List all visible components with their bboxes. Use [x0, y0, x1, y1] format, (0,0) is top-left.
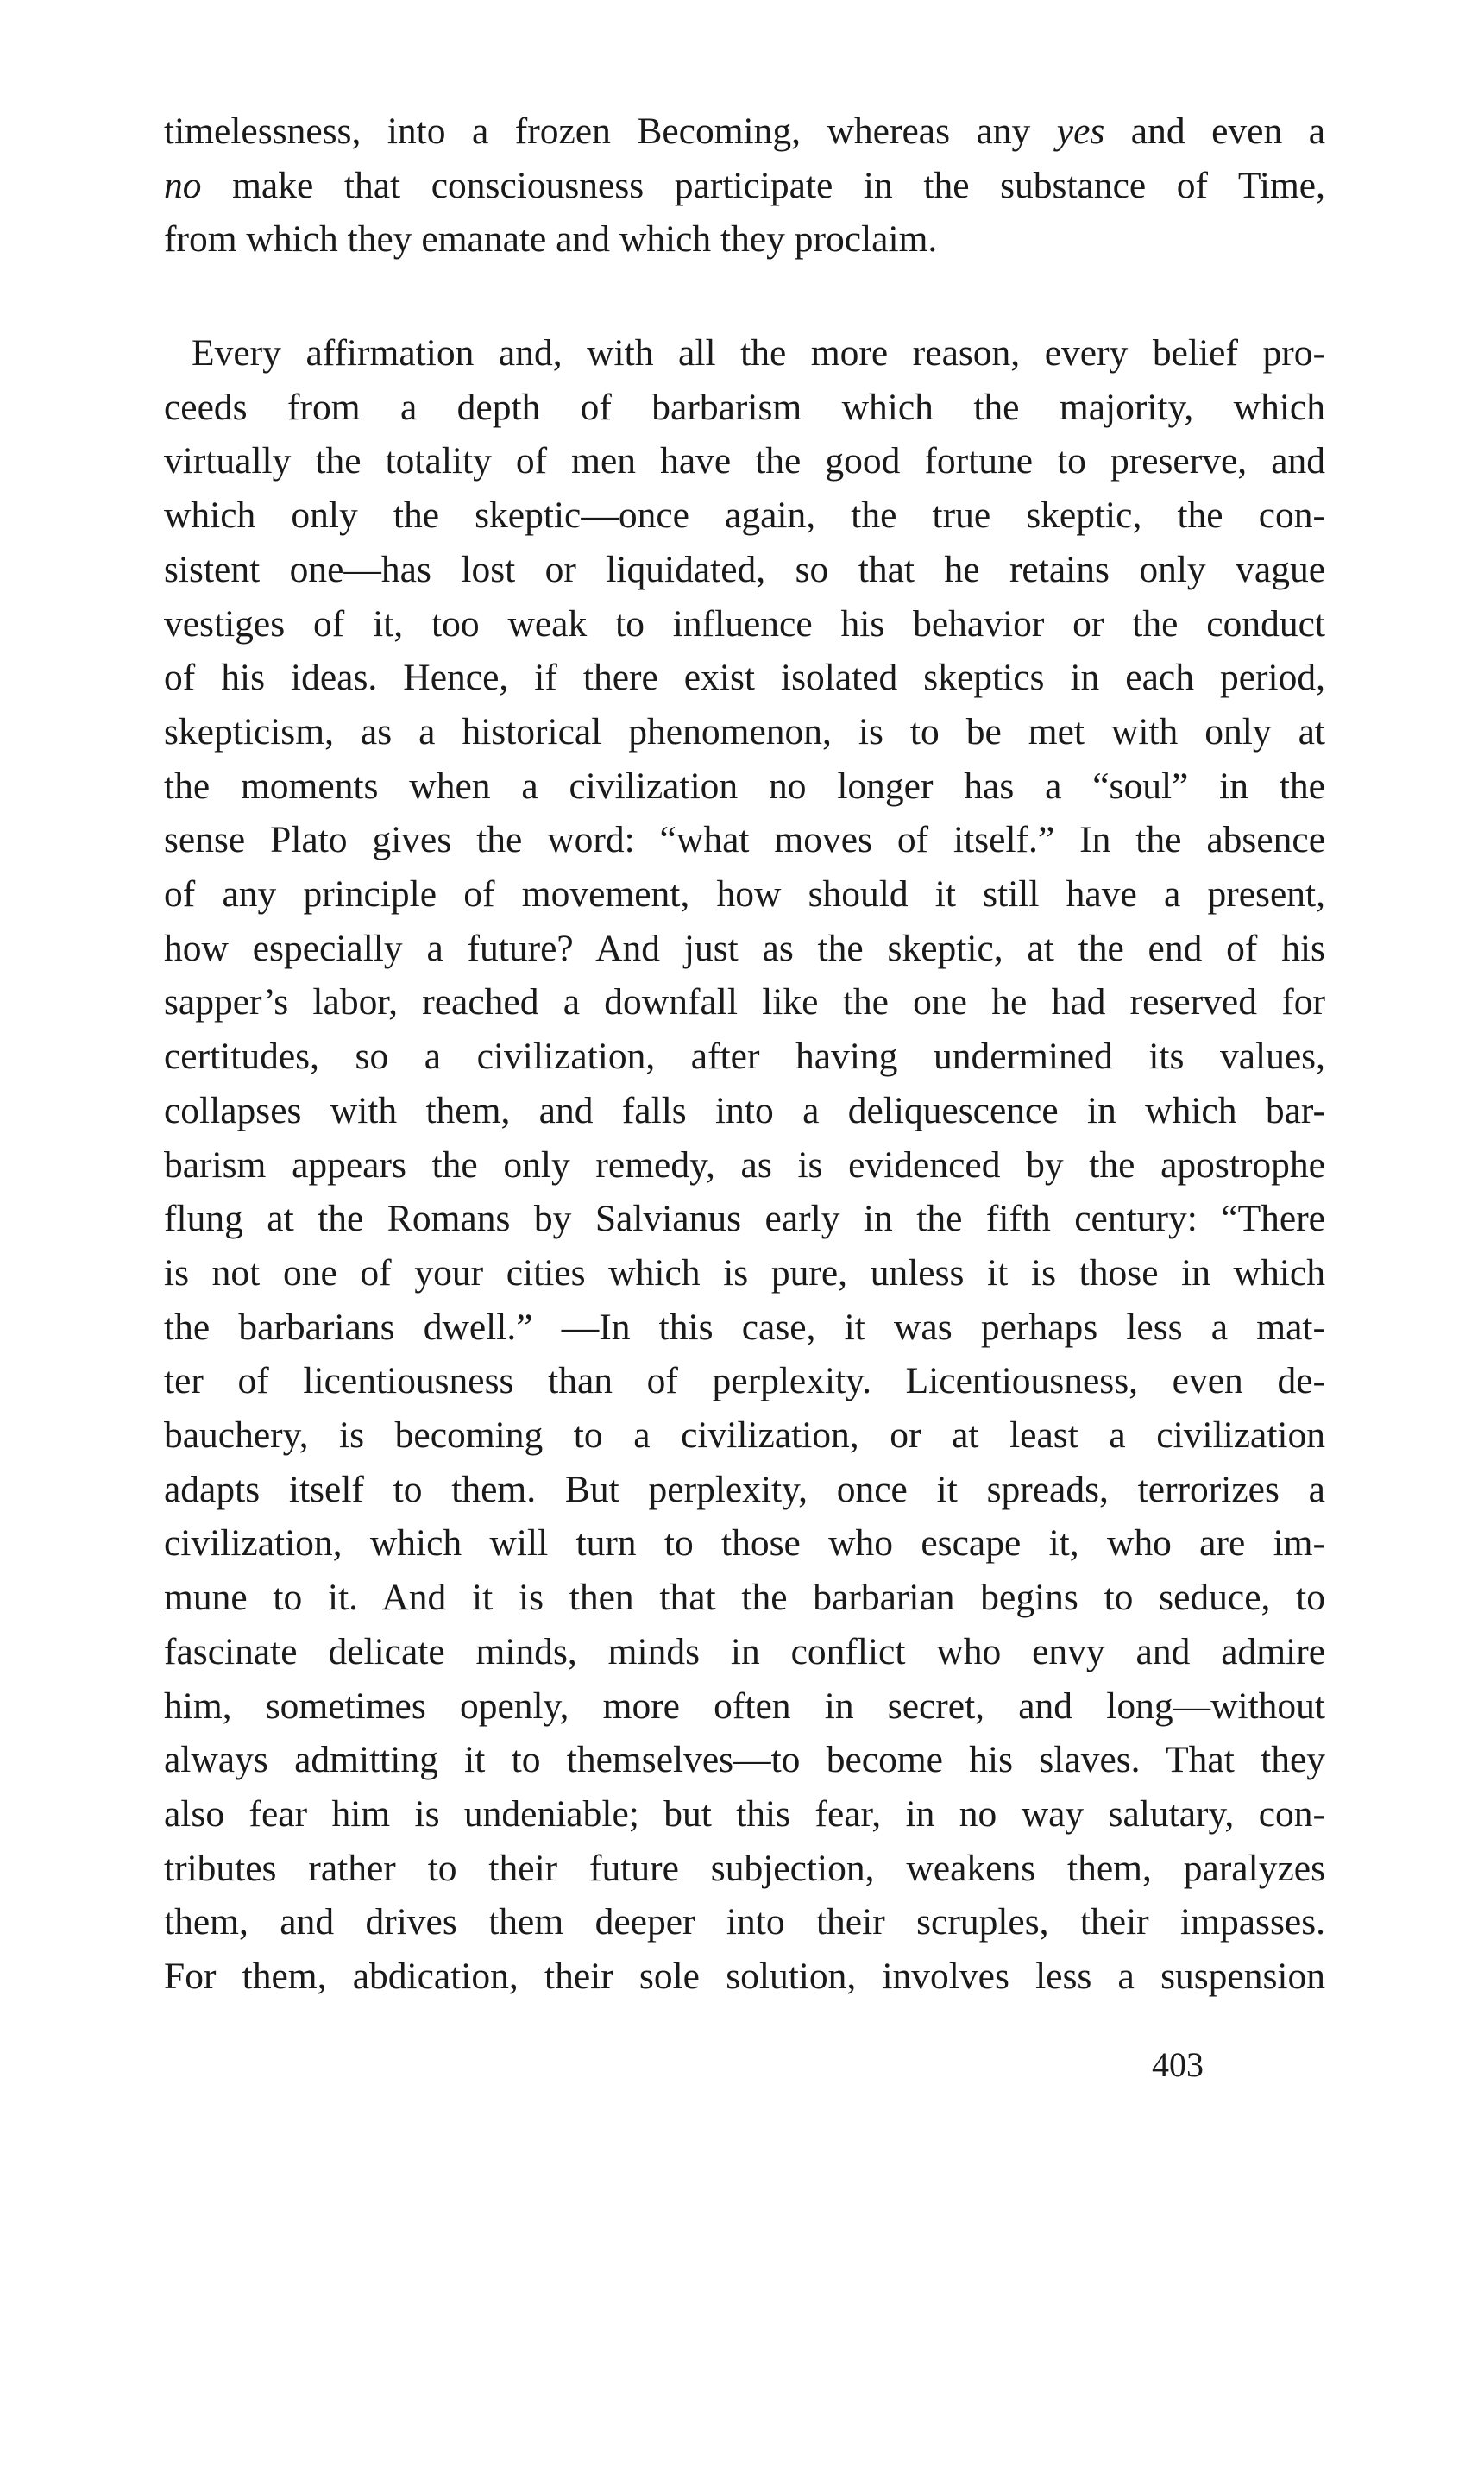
text-run: and even a: [1104, 110, 1326, 152]
text-line: civilization, which will turn to those who escape it, who are im-: [164, 1522, 1325, 1565]
text-line: [164, 212, 1325, 267]
text-line: ter of licentiousness than of perplexity. Licentiousness, even de-: [164, 1360, 1325, 1402]
text-line: adapts itself to them. But perplexity, once it spreads, terrorizes a: [164, 1468, 1325, 1510]
text-line: is not one of your cities which is pure, unless it is those in which: [164, 1251, 1325, 1294]
text-line: which only the skeptic—once again, the true skeptic, the con-: [164, 494, 1325, 537]
text-run: from which they emanate and which they proclaim.: [164, 218, 938, 261]
text-line: of his ideas. Hence, if there exist isolated skeptics in each period,: [164, 657, 1325, 699]
text-line: always admitting it to themselves—to become his slaves. That they: [164, 1739, 1325, 1781]
text-line: also fear him is undeniable; but this fear, in no way salutary, con-: [164, 1792, 1325, 1835]
text-line: mune to it. And it is then that the barbarian begins to seduce, to: [164, 1577, 1325, 1619]
text-line: them, and drives them deeper into their scruples, their impasses.: [164, 1901, 1325, 1943]
text-line: For them, abdication, their sole solution, involves less a suspension: [164, 1956, 1325, 1998]
text-line: barism appears the only remedy, as is evidenced by the apostrophe: [164, 1143, 1325, 1186]
text-line: [164, 159, 1325, 213]
text-line: the moments when a civilization no longer has a “soul” in the: [164, 765, 1325, 807]
text-line: vestiges of it, too weak to influence his behavior or the conduct: [164, 602, 1325, 645]
italic-word: yes: [1056, 110, 1105, 152]
paragraph-1: [164, 104, 1325, 267]
text-line: the barbarians dwell.” —In this case, it was perhaps less a mat-: [164, 1306, 1325, 1348]
text-run: make that consciousness participate in the substance of Time,: [201, 164, 1325, 206]
text-line: certitudes, so a civilization, after having undermined its values,: [164, 1036, 1325, 1078]
text-line: fascinate delicate minds, minds in conflict who envy and admire: [164, 1630, 1325, 1672]
text-line: sense Plato gives the word: “what moves of itself.” In the absence: [164, 819, 1325, 861]
text-line: [164, 104, 1325, 159]
text-line: sistent one—has lost or liquidated, so that he retains only vague: [164, 548, 1325, 590]
text-line: tributes rather to their future subjection, weakens them, paralyzes: [164, 1847, 1325, 1889]
text-line: Every affirmation and, with all the more reason, every belief pro-: [192, 332, 1325, 374]
italic-word: no: [164, 164, 202, 206]
text-line: virtually the totality of men have the good fortune to preserve, and: [164, 440, 1325, 482]
text-line: ceeds from a depth of barbarism which the majority, which: [164, 386, 1325, 428]
paragraph-2: [164, 326, 1325, 2004]
text-line: him, sometimes openly, more often in secret, and long—without: [164, 1685, 1325, 1727]
text-run: timelessness, into a frozen Becoming, whereas any: [164, 110, 1057, 152]
text-line: sapper’s labor, reached a downfall like the one he had reserved for: [164, 981, 1325, 1024]
text-line: collapses with them, and falls into a deliquescence in which bar-: [164, 1089, 1325, 1131]
text-line: skepticism, as a historical phenomenon, is to be met with only at: [164, 710, 1325, 753]
text-line: bauchery, is becoming to a civilization, or at least a civilization: [164, 1414, 1325, 1457]
page-number: 403: [1152, 2045, 1204, 2084]
text-line: of any principle of movement, how should it still have a present,: [164, 873, 1325, 916]
text-line: flung at the Romans by Salvianus early in the fifth century: “There: [164, 1198, 1325, 1240]
text-line: how especially a future? And just as the skeptic, at the end of his: [164, 927, 1325, 969]
